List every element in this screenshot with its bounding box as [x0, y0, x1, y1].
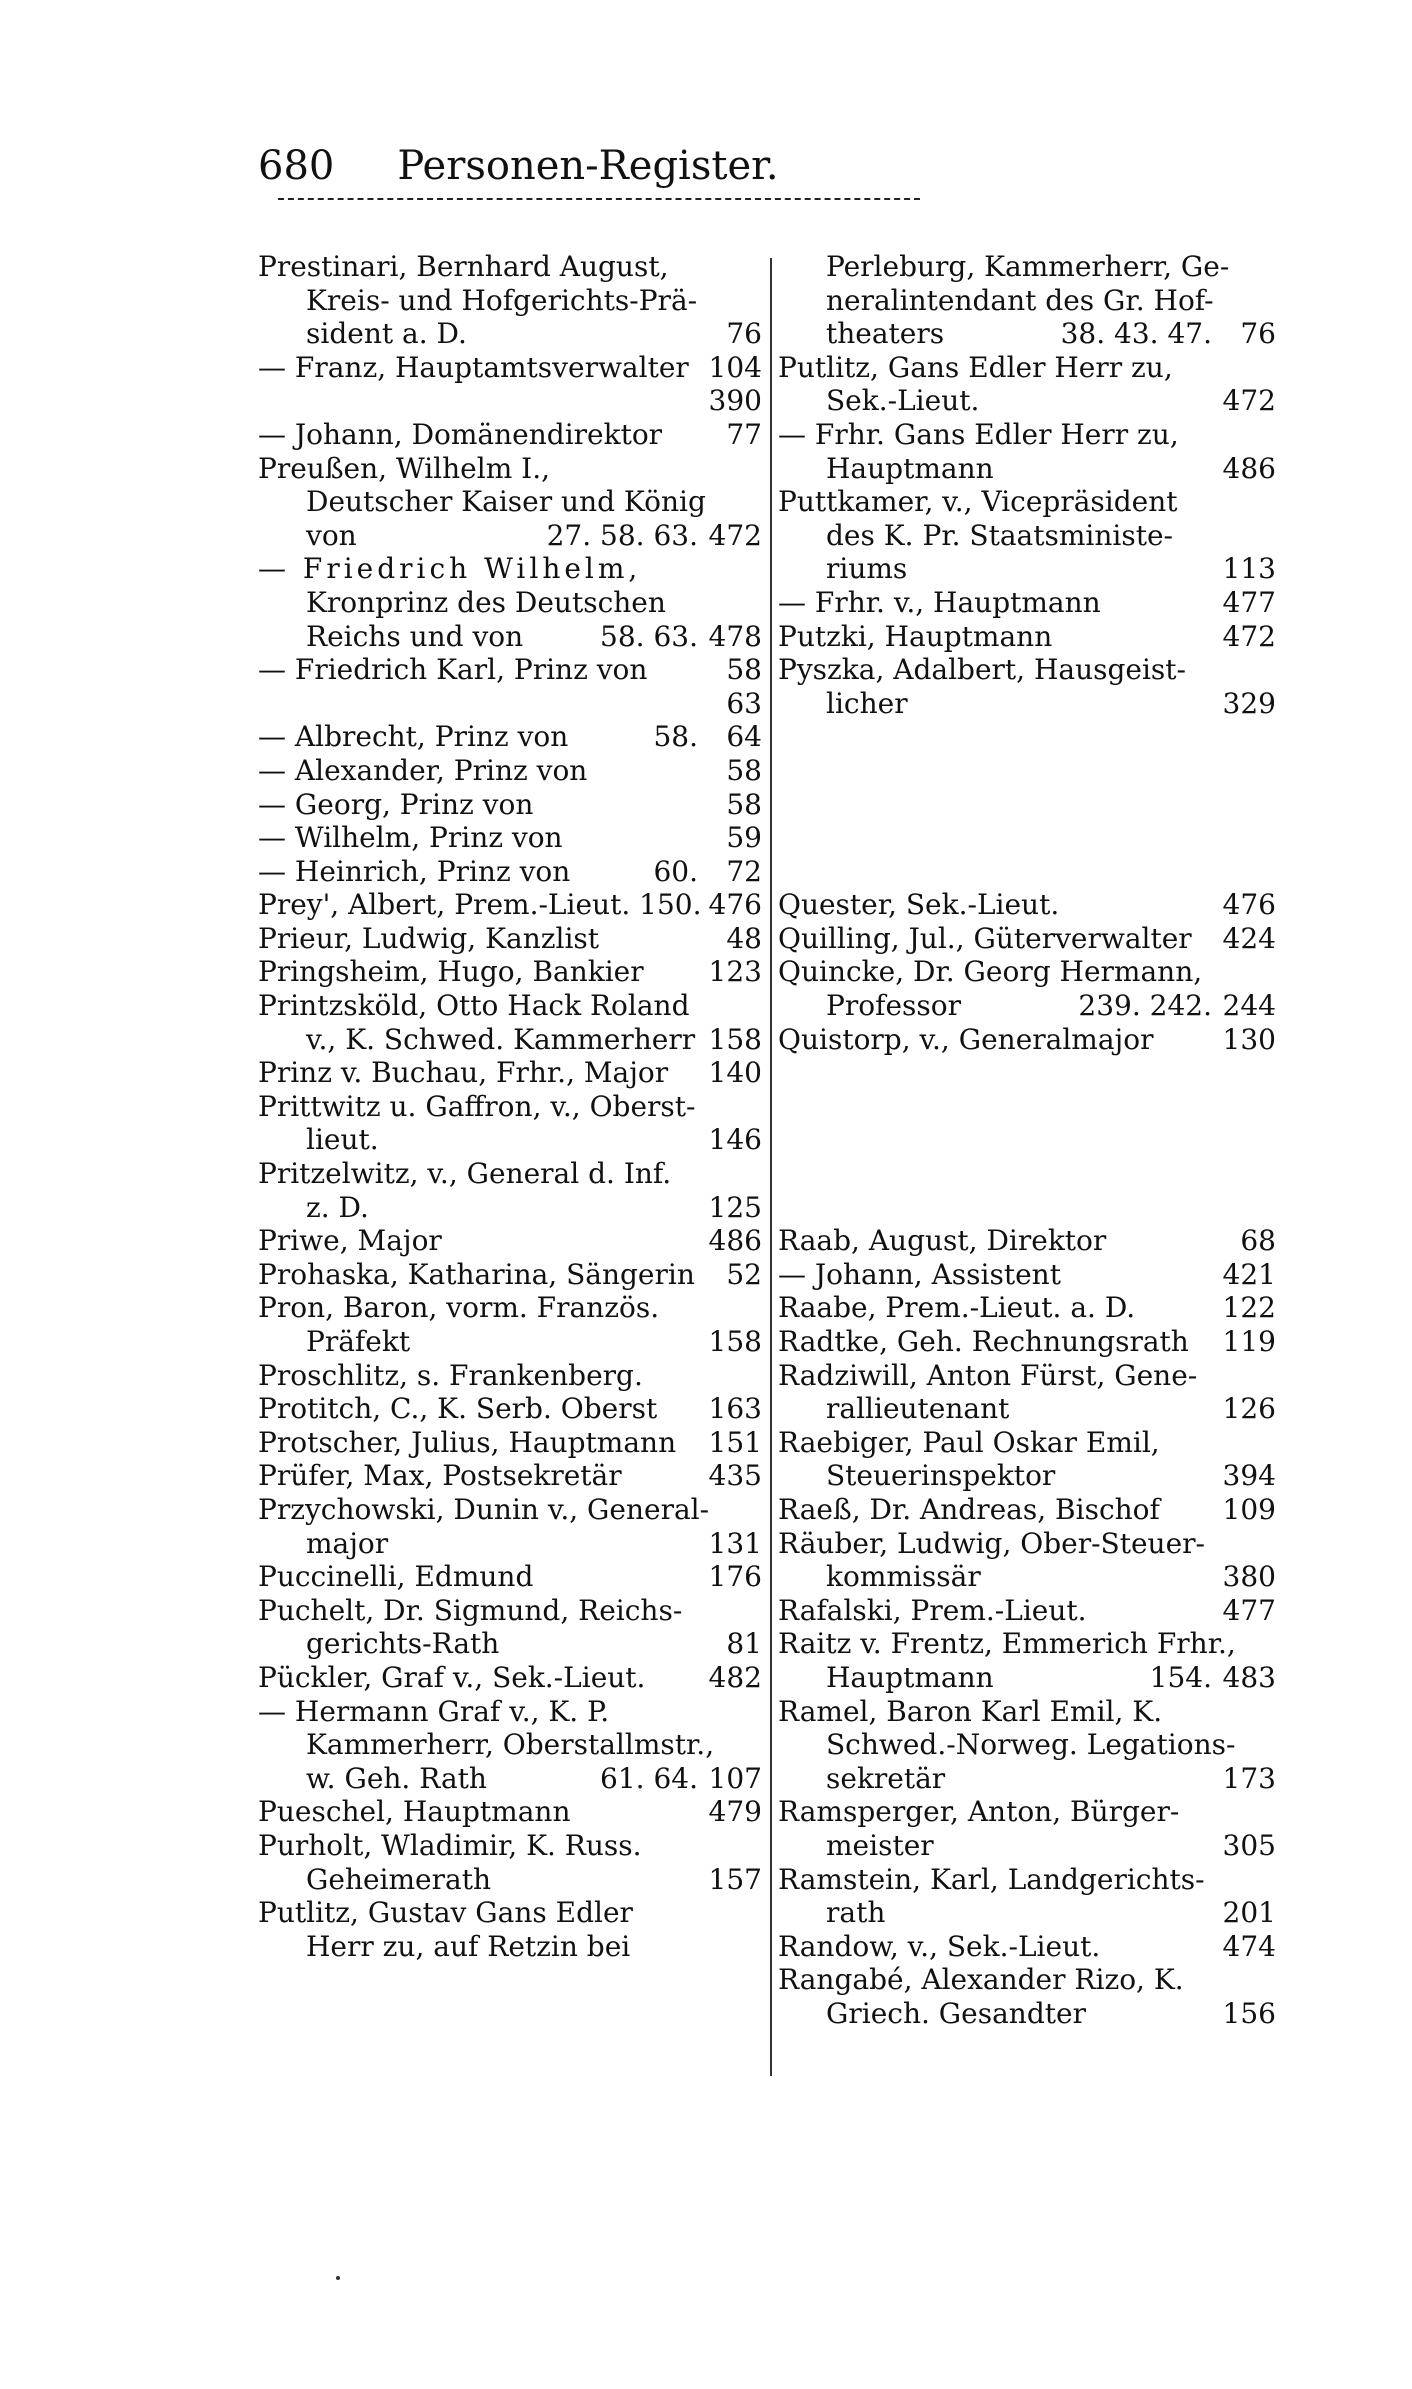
entry-page-number: 63 — [726, 686, 762, 720]
entry-page-number: 421 — [1222, 1257, 1276, 1291]
register-entry-line — [778, 1258, 1276, 1292]
entry-page-number: 48 — [726, 921, 762, 955]
entry-text: Kammerherr, Oberstallmstr., — [306, 1728, 715, 1762]
register-entry-line — [778, 452, 1276, 486]
entry-text: theaters — [826, 317, 945, 351]
entry-text: Quilling, Jul., Güterverwalter — [778, 921, 1192, 955]
register-entry-line — [778, 1493, 1276, 1527]
entry-text: Pringsheim, Hugo, Bankier — [258, 955, 644, 989]
entry-text: Pritzelwitz, v., General d. Inf. — [258, 1157, 672, 1191]
entry-text: Quistorp, v., Generalmajor — [778, 1022, 1154, 1056]
entry-text: Raebiger, Paul Oskar Emil, — [778, 1425, 1160, 1459]
entry-page-number: 125 — [708, 1190, 762, 1224]
entry-text: Putzki, Hauptmann — [778, 619, 1053, 653]
entry-page-number: 76 — [1240, 317, 1276, 351]
entry-page-number: 52 — [726, 1257, 762, 1291]
entry-text: Steuerinspektor — [826, 1459, 1056, 1493]
margin-speck — [336, 2276, 340, 2280]
entry-page-number: 58 — [726, 787, 762, 821]
register-entry-line — [258, 1930, 762, 1964]
blank-line — [778, 1090, 1276, 1124]
register-entry-line — [778, 1527, 1276, 1561]
entry-reference-numbers: 38. 43. 47. — [1060, 317, 1212, 351]
register-entry-line — [778, 1224, 1276, 1258]
register-entry-line — [258, 317, 762, 351]
register-entry-line — [778, 1762, 1276, 1796]
register-entry-line — [258, 1627, 762, 1661]
register-entry-line — [778, 1459, 1276, 1493]
register-entry-line — [258, 384, 762, 418]
entry-page-number: 77 — [726, 417, 762, 451]
register-entry-line — [778, 620, 1276, 654]
entry-page-number: 483 — [1222, 1660, 1276, 1694]
register-entry-line — [778, 1627, 1276, 1661]
register-entry-line — [778, 552, 1276, 586]
entry-text: Puttkamer, v., Vicepräsident — [778, 485, 1178, 519]
entry-text: Proschlitz, s. Frankenberg. — [258, 1358, 643, 1392]
entry-page-number: 123 — [708, 955, 762, 989]
entry-text: — Wilhelm, Prinz von — [258, 821, 563, 855]
entry-text: kommissär — [826, 1560, 981, 1594]
entry-page-number: 68 — [1240, 1224, 1276, 1258]
entry-page-number: 104 — [708, 350, 762, 384]
entry-text: Prüfer, Max, Postsekretär — [258, 1459, 622, 1493]
entry-text: Raitz v. Frentz, Emmerich Frhr., — [778, 1627, 1236, 1661]
blank-line — [778, 720, 1276, 754]
entry-text: Prestinari, Bernhard August, — [258, 250, 669, 283]
entry-page-number: 329 — [1222, 686, 1276, 720]
register-entry-line — [258, 250, 762, 284]
entry-text: Protitch, C., K. Serb. Oberst — [258, 1392, 658, 1426]
blank-line — [778, 754, 1276, 788]
entry-reference-numbers: 58. — [653, 720, 698, 754]
register-entry-line — [258, 989, 762, 1023]
entry-page-number: 486 — [1222, 451, 1276, 485]
entry-page-number: 109 — [1222, 1492, 1276, 1526]
entry-reference-numbers: 27. 58. 63. — [546, 518, 698, 552]
entry-text: Hauptmann — [826, 1660, 994, 1694]
entry-text: Herr zu, auf Retzin bei — [306, 1929, 631, 1963]
entry-page-number: 173 — [1222, 1761, 1276, 1795]
entry-text: Raab, August, Direktor — [778, 1224, 1107, 1258]
entry-page-number: 122 — [1222, 1291, 1276, 1325]
entry-reference-numbers: 60. — [653, 854, 698, 888]
entry-page-number: 140 — [708, 1056, 762, 1090]
register-entry-line — [778, 1426, 1276, 1460]
entry-text: Sek.-Lieut. — [826, 384, 980, 418]
register-entry-line — [778, 1829, 1276, 1863]
blank-line — [778, 788, 1276, 822]
register-entry-line — [778, 317, 1276, 351]
entry-text: Quester, Sek.-Lieut. — [778, 888, 1060, 922]
register-entry-line — [258, 452, 762, 486]
entry-text: w. Geh. Rath — [306, 1761, 487, 1795]
entry-text: major — [306, 1526, 389, 1560]
entry-page-number: 119 — [1222, 1325, 1276, 1358]
page-title: Personen-Register. — [397, 143, 779, 189]
entry-page-number: 58 — [726, 753, 762, 787]
register-entry-line — [258, 1795, 762, 1829]
entry-text: Putlitz, Gustav Gans Edler — [258, 1896, 633, 1930]
register-entry-line — [778, 1023, 1276, 1057]
register-entry-line — [778, 888, 1276, 922]
entry-page-number: 59 — [726, 821, 762, 855]
entry-page-number: 380 — [1222, 1560, 1276, 1594]
entry-text: — Albrecht, Prinz von — [258, 720, 569, 754]
entry-text: — Johann, Domänendirektor — [258, 417, 663, 451]
entry-text: Puchelt, Dr. Sigmund, Reichs- — [258, 1593, 683, 1627]
register-entry-line — [258, 720, 762, 754]
entry-page-number: 476 — [1222, 888, 1276, 922]
entry-text: Quincke, Dr. Georg Hermann, — [778, 955, 1203, 989]
entry-text: Pyszka, Adalbert, Hausgeist- — [778, 653, 1187, 687]
entry-text: v., K. Schwed. Kammerherr — [306, 1022, 696, 1056]
register-entry-line — [258, 1224, 762, 1258]
register-entry-line — [778, 485, 1276, 519]
register-entry-line — [778, 250, 1276, 284]
entry-text: Kronprinz des Deutschen — [306, 585, 666, 619]
entry-text: Ramstein, Karl, Landgerichts- — [778, 1862, 1205, 1896]
register-entry-line — [258, 788, 762, 822]
entry-page-number: 156 — [1222, 1996, 1276, 2030]
entry-text: lieut. — [306, 1123, 379, 1157]
register-entry-line — [258, 1829, 762, 1863]
register-entry-line — [258, 1426, 762, 1460]
entry-text: — Johann, Assistent — [778, 1257, 1061, 1291]
entry-text: Purholt, Wladimir, K. Russ. — [258, 1828, 642, 1862]
entry-reference-numbers: 61. 64. — [600, 1761, 698, 1795]
entry-page-number: 390 — [708, 384, 762, 418]
entry-page-number: 478 — [708, 619, 762, 653]
register-entry-line — [258, 1056, 762, 1090]
register-entry-line — [778, 687, 1276, 721]
register-entry-line — [778, 922, 1276, 956]
register-entry-line — [778, 1963, 1276, 1997]
register-entry-line — [258, 1695, 762, 1729]
entry-text: rallieutenant — [826, 1392, 1010, 1426]
register-entry-line — [258, 653, 762, 687]
entry-page-number: 394 — [1222, 1459, 1276, 1493]
register-entry-line — [258, 1157, 762, 1191]
register-entry-line — [258, 1291, 762, 1325]
right-column — [778, 250, 1276, 2030]
entry-text: — Friedrich Wilhelm, — [258, 552, 642, 586]
entry-text: Prinz v. Buchau, Frhr., Major — [258, 1056, 669, 1090]
entry-page-number: 64 — [726, 720, 762, 754]
register-entry-line — [258, 855, 762, 889]
register-entry-line — [778, 1359, 1276, 1393]
register-entry-line — [258, 284, 762, 318]
entry-page-number: 157 — [708, 1862, 762, 1896]
entry-page-number: 126 — [1222, 1392, 1276, 1426]
page-number: 680 — [258, 143, 335, 189]
entry-text: riums — [826, 552, 908, 586]
register-entry-line — [258, 1392, 762, 1426]
entry-text: Preußen, Wilhelm I., — [258, 451, 551, 485]
register-entry-line — [258, 1762, 762, 1796]
entry-text: — Georg, Prinz von — [258, 787, 534, 821]
entry-page-number: 472 — [708, 518, 762, 552]
header-rule — [278, 198, 920, 200]
register-entry-line — [258, 620, 762, 654]
register-entry-line — [778, 1661, 1276, 1695]
register-entry-line — [258, 586, 762, 620]
entry-page-number: 424 — [1222, 921, 1276, 955]
entry-text: Prieur, Ludwig, Kanzlist — [258, 921, 600, 955]
register-entry-line — [258, 1325, 762, 1359]
entry-text: Przychowski, Dunin v., General- — [258, 1492, 710, 1526]
entry-page-number: 244 — [1222, 989, 1276, 1023]
entry-text: sekretär — [826, 1761, 946, 1795]
column-divider — [770, 258, 772, 2076]
entry-text: licher — [826, 686, 908, 720]
register-entry-line — [258, 1090, 762, 1124]
register-entry-line — [258, 1728, 762, 1762]
entry-text: Prittwitz u. Gaffron, v., Oberst- — [258, 1089, 696, 1123]
register-entry-line — [258, 955, 762, 989]
entry-text: — Frhr. Gans Edler Herr zu, — [778, 417, 1179, 451]
blank-line — [778, 1191, 1276, 1225]
register-entry-line — [258, 1527, 762, 1561]
register-entry-line — [258, 1493, 762, 1527]
entry-text: Hauptmann — [826, 451, 994, 485]
register-entry-line — [778, 1325, 1276, 1359]
entry-page-number: 158 — [708, 1325, 762, 1358]
register-entry-line — [778, 1896, 1276, 1930]
register-entry-line — [258, 687, 762, 721]
blank-line — [778, 1056, 1276, 1090]
entry-text: Deutscher Kaiser und König — [306, 485, 706, 519]
entry-text: Rafalski, Prem.-Lieut. — [778, 1593, 1087, 1627]
entry-text: Kreis- und Hofgerichts-Prä- — [306, 283, 698, 317]
entry-text: Puccinelli, Edmund — [258, 1560, 534, 1594]
entry-text: Priwe, Major — [258, 1224, 442, 1258]
register-entry-line — [778, 955, 1276, 989]
blank-line — [778, 855, 1276, 889]
blank-line — [778, 1123, 1276, 1157]
entry-text: Ramsperger, Anton, Bürger- — [778, 1795, 1180, 1829]
register-entry-line — [778, 1930, 1276, 1964]
entry-page-number: 131 — [708, 1526, 762, 1560]
entry-text: sident a. D. — [306, 317, 467, 351]
register-entry-line — [258, 1459, 762, 1493]
register-entry-line — [258, 1661, 762, 1695]
entry-text: — Hermann Graf v., K. P. — [258, 1694, 610, 1728]
entry-page-number: 81 — [726, 1627, 762, 1661]
register-entry-line — [778, 586, 1276, 620]
entry-reference-numbers: 58. 63. — [600, 619, 698, 653]
register-entry-line — [258, 1123, 762, 1157]
entry-text: — Franz, Hauptamtsverwalter — [258, 350, 689, 384]
register-entry-line — [258, 1594, 762, 1628]
entry-text: Perleburg, Kammerherr, Ge- — [826, 250, 1230, 283]
entry-text: — Heinrich, Prinz von — [258, 854, 571, 888]
entry-page-number: 113 — [1222, 552, 1276, 586]
register-entry-line — [258, 1359, 762, 1393]
entry-text: Putlitz, Gans Edler Herr zu, — [778, 350, 1173, 384]
entry-text: — Alexander, Prinz von — [258, 753, 588, 787]
register-entry-line — [778, 1997, 1276, 2031]
entry-page-number: 305 — [1222, 1828, 1276, 1862]
register-entry-line — [258, 1863, 762, 1897]
entry-page-number: 107 — [708, 1761, 762, 1795]
entry-text: Raabe, Prem.-Lieut. a. D. — [778, 1291, 1136, 1325]
register-entry-line — [778, 351, 1276, 385]
entry-page-number: 435 — [708, 1459, 762, 1493]
entry-text: Protscher, Julius, Hauptmann — [258, 1425, 677, 1459]
register-entry-line — [778, 1594, 1276, 1628]
entry-text: Pueschel, Hauptmann — [258, 1795, 571, 1829]
register-entry-line — [778, 1291, 1276, 1325]
entry-page-number: 472 — [1222, 384, 1276, 418]
register-entry-line — [258, 1023, 762, 1057]
entry-text: Prohaska, Katharina, Sängerin — [258, 1257, 695, 1291]
register-entry-line — [778, 384, 1276, 418]
entry-text: — Friedrich Karl, Prinz von — [258, 653, 648, 687]
entry-page-number: 474 — [1222, 1929, 1276, 1963]
entry-page-number: 163 — [708, 1392, 762, 1426]
entry-text: gerichts-Rath — [306, 1627, 500, 1661]
register-entry-line — [258, 552, 762, 586]
entry-reference-numbers: 239. 242. — [1078, 989, 1212, 1023]
entry-text: Ramel, Baron Karl Emil, K. — [778, 1694, 1163, 1728]
entry-text: z. D. — [306, 1190, 369, 1224]
register-entry-line — [778, 418, 1276, 452]
page-header — [258, 138, 918, 198]
entry-text: rath — [826, 1896, 886, 1930]
register-entry-line — [778, 1728, 1276, 1762]
entry-text: — Frhr. v., Hauptmann — [778, 585, 1101, 619]
entry-text: Printzsköld, Otto Hack Roland — [258, 989, 690, 1023]
register-entry-line — [778, 284, 1276, 318]
entry-page-number: 146 — [708, 1123, 762, 1157]
entry-page-number: 482 — [708, 1660, 762, 1694]
register-entry-line — [258, 1896, 762, 1930]
entry-page-number: 151 — [708, 1425, 762, 1459]
register-entry-line — [258, 485, 762, 519]
register-entry-line — [258, 519, 762, 553]
entry-page-number: 479 — [708, 1795, 762, 1829]
entry-text: Rangabé, Alexander Rizo, K. — [778, 1963, 1184, 1997]
entry-text: Randow, v., Sek.-Lieut. — [778, 1929, 1101, 1963]
register-entry-line — [778, 989, 1276, 1023]
blank-line — [778, 821, 1276, 855]
entry-text: Griech. Gesandter — [826, 1996, 1086, 2030]
entry-page-number: 176 — [708, 1560, 762, 1594]
entry-page-number: 158 — [708, 1022, 762, 1056]
entry-page-number: 76 — [726, 317, 762, 351]
register-entry-line — [258, 754, 762, 788]
entry-reference-numbers: 154. — [1149, 1660, 1212, 1694]
register-entry-line — [258, 1560, 762, 1594]
entry-page-number: 477 — [1222, 585, 1276, 619]
register-entry-line — [258, 418, 762, 452]
entry-text: Prey', Albert, Prem.-Lieut. 150. — [258, 888, 702, 922]
entry-page-number: 201 — [1222, 1896, 1276, 1930]
register-entry-line — [778, 1795, 1276, 1829]
register-entry-line — [778, 519, 1276, 553]
register-entry-line — [258, 351, 762, 385]
entry-text: Reichs und von — [306, 619, 524, 653]
entry-text: Räuber, Ludwig, Ober-Steuer- — [778, 1526, 1205, 1560]
entry-text: Pückler, Graf v., Sek.-Lieut. — [258, 1660, 646, 1694]
entry-page-number: 477 — [1222, 1593, 1276, 1627]
register-entry-line — [778, 1863, 1276, 1897]
entry-text: Präfekt — [306, 1325, 411, 1358]
entry-text: Professor — [826, 989, 961, 1023]
blank-line — [778, 1157, 1276, 1191]
register-entry-line — [778, 653, 1276, 687]
entry-page-number: 58 — [726, 653, 762, 687]
register-entry-line — [778, 1695, 1276, 1729]
entry-text: von — [306, 518, 357, 552]
entry-text: Schwed.-Norweg. Legations- — [826, 1728, 1236, 1762]
register-entry-line — [258, 922, 762, 956]
register-entry-line — [778, 1560, 1276, 1594]
entry-text: meister — [826, 1828, 934, 1862]
register-entry-line — [258, 1258, 762, 1292]
entry-page-number: 130 — [1222, 1022, 1276, 1056]
left-column — [258, 250, 762, 1963]
entry-text: Radziwill, Anton Fürst, Gene- — [778, 1358, 1198, 1392]
entry-text: Pron, Baron, vorm. Französ. — [258, 1291, 660, 1325]
entry-text: Geheimerath — [306, 1862, 491, 1896]
entry-page-number: 486 — [708, 1224, 762, 1258]
entry-page-number: 476 — [708, 888, 762, 922]
entry-page-number: 472 — [1222, 619, 1276, 653]
entry-text: Radtke, Geh. Rechnungsrath — [778, 1325, 1189, 1358]
entry-text: neralintendant des Gr. Hof- — [826, 283, 1214, 317]
register-entry-line — [258, 821, 762, 855]
entry-text: Raeß, Dr. Andreas, Bischof — [778, 1492, 1160, 1526]
register-entry-line — [778, 1392, 1276, 1426]
register-entry-line — [258, 888, 762, 922]
register-entry-line — [258, 1191, 762, 1225]
entry-page-number: 72 — [726, 854, 762, 888]
entry-text: des K. Pr. Staatsministe- — [826, 518, 1174, 552]
